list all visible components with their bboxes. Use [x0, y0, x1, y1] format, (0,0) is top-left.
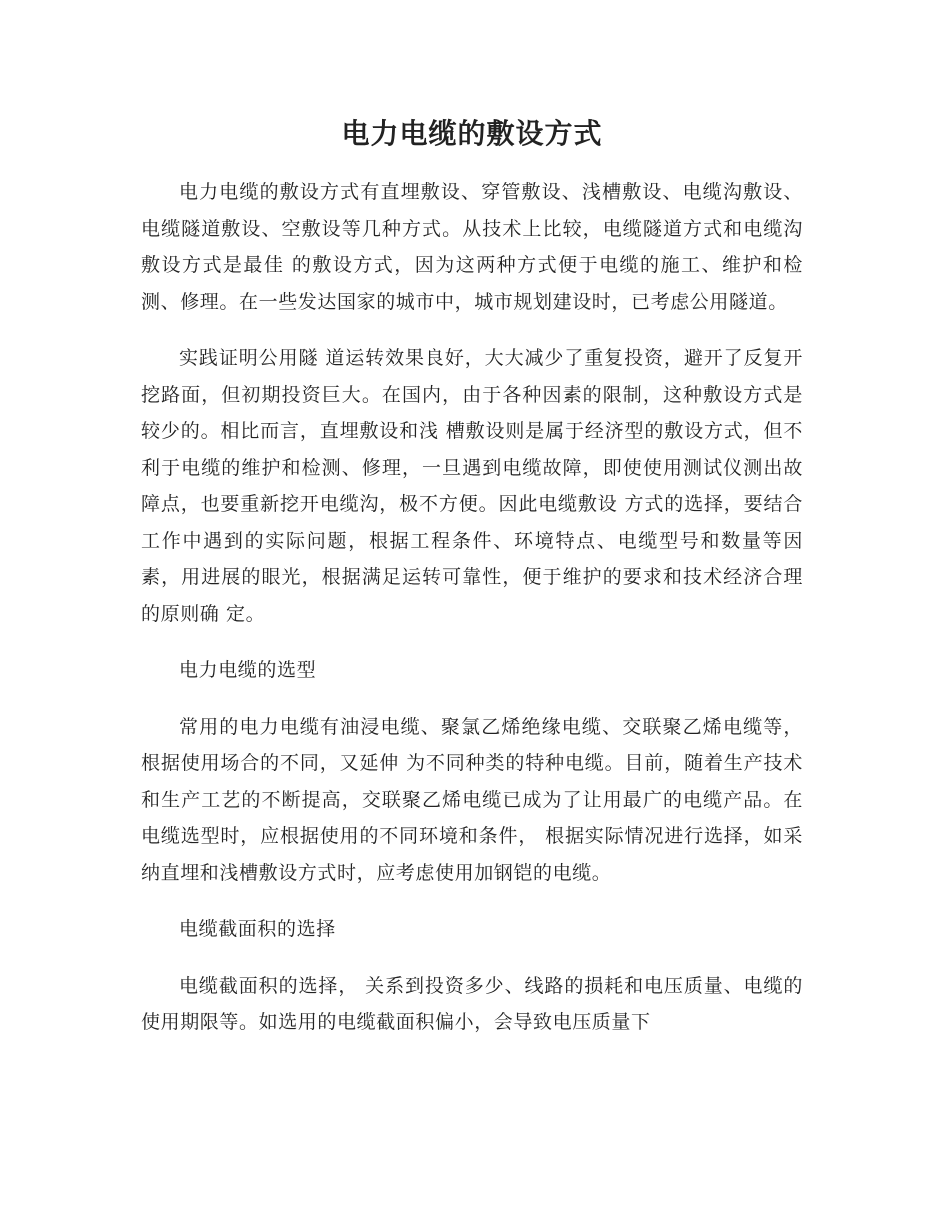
section-heading-cable-type: 电力电缆的选型 — [179, 659, 317, 681]
paragraph-cable-type: 常用的电力电缆有油浸电缆、聚氯乙烯绝缘电缆、交联聚乙烯电缆等，根据使用场合的不同，又延伸 为不同种类的特种电缆。目前，随着生产技术和生产工艺的不断提高，交联聚乙烯电缆已成为了让用最广的电缆产品。在电缆选型时，应根据使用的不同环境和条件， 根据实际情况进行选择，如采纳直埋和浅槽敷设方式时，应考虑使用加钢铠的电缆。 — [141, 715, 803, 884]
document-page — [141, 112, 803, 1061]
section-heading-cross-section: 电缆截面积的选择 — [179, 918, 336, 940]
paragraph-cross-section: 电缆截面积的选择， 关系到投资多少、线路的损耗和电压质量、电缆的使用期限等。如选用的电缆截面积偏小，会导致电压质量下 — [141, 974, 803, 1033]
paragraph-practice: 实践证明公用隧 道运转效果良好，大大减少了重复投资，避开了反复开挖路面，但初期投资巨大。在国内，由于各种因素的限制，这种敷设方式是较少的。相比而言，直埋敷设和浅 槽敷设则是属于经济型的敷设方式，但不利于电缆的维护和检测、修理，一旦遇到电缆故障，即使使用测试仪测出故障点，也要重新挖开电缆沟，极不方便。因此电缆敷设 方式的选择，要结合工作中遇到的实际问题，根据工程条件、环境特点、电缆型号和数量等因素，用进展的眼光，根据满足运转可靠性，便于维护的要求和技术经济合理的原则确 定。 — [141, 347, 803, 625]
paragraph-laying-methods: 电力电缆的敷设方式有直埋敷设、穿管敷设、浅槽敷设、电缆沟敷设、电缆隧道敷设、空敷设等几种方式。从技术上比较，电缆隧道方式和电缆沟敷设方式是最佳 的敷设方式，因为这两种方式便于电缆的施工、维护和检测、修理。在一些发达国家的城市中，城市规划建设时，已考虑公用隧道。 — [141, 181, 803, 313]
document-title: 电力电缆的敷设方式 — [341, 117, 603, 150]
